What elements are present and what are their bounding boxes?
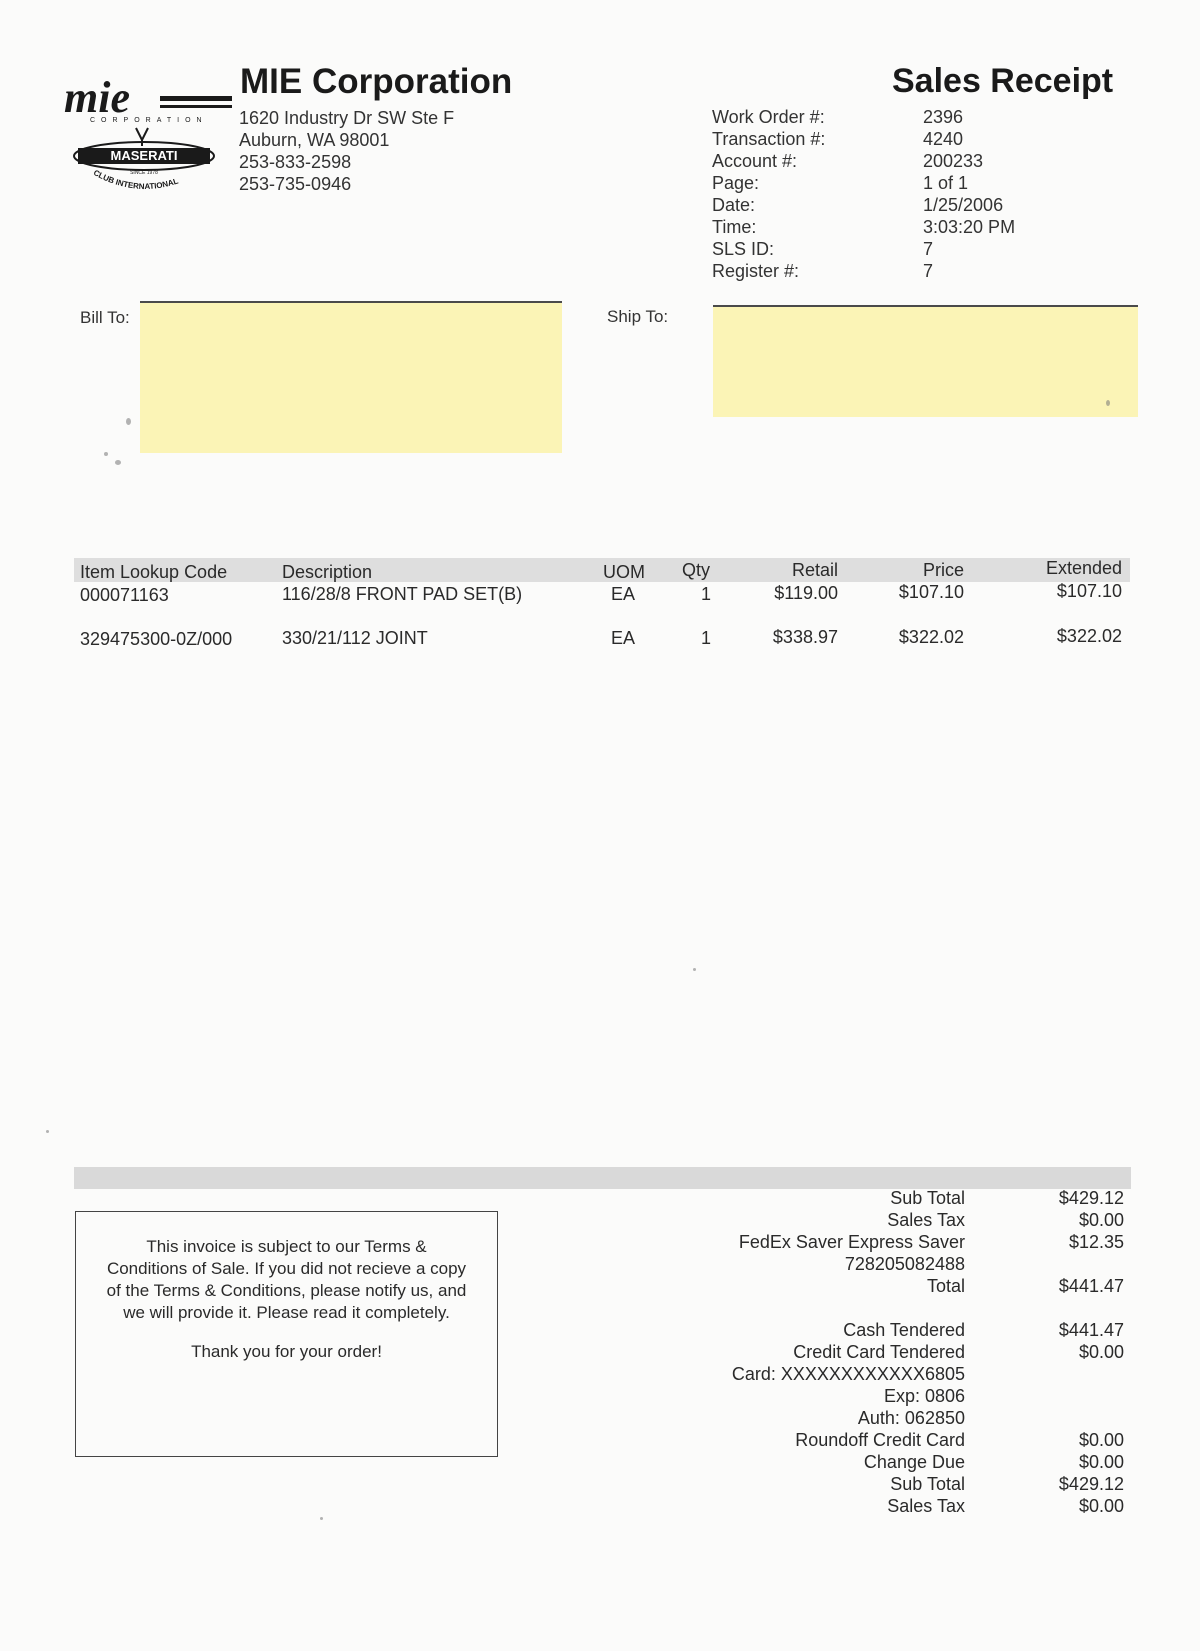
card-expiry: Exp: 0806 (883, 1386, 965, 1406)
table-cell-retail: $119.00 (774, 583, 838, 603)
meta-row: Work Order #: 2396 (712, 107, 964, 127)
scan-speck (115, 460, 121, 465)
totals-label: Sub Total (890, 1474, 965, 1494)
items-table-header-band (74, 558, 1130, 582)
totals-value: $12.35 (1068, 1232, 1124, 1252)
meta-row: Time: 3:03:20 PM (712, 217, 1016, 237)
table-cell-price: $107.10 (898, 582, 964, 602)
scan-speck (320, 1517, 323, 1520)
terms-text: This invoice is subject to our Terms & Conditions of Sale. If you did not recieve a copy of the Terms & Conditions, please notify us, and we will provide it. Please read it completely. (106, 1237, 467, 1322)
col-header-price: Price (922, 560, 964, 580)
table-cell-extended: $322.02 (1056, 626, 1122, 646)
table-cell-retail: $338.97 (772, 627, 838, 647)
totals-value: $429.12 (1058, 1188, 1124, 1208)
meta-row: Transaction #: 4240 (712, 129, 964, 149)
scan-speck (693, 968, 696, 971)
bill-to-redaction (140, 301, 562, 453)
col-header-qty: Qty (682, 560, 711, 580)
company-logo (64, 78, 234, 198)
meta-row: Account #: 200233 (712, 151, 984, 171)
address-line-2: Auburn, WA 98001 (239, 130, 390, 150)
totals-label: Total (926, 1276, 965, 1296)
ship-to-label: Ship To: (607, 307, 669, 326)
scan-speck (46, 1130, 49, 1133)
terms-box (75, 1211, 498, 1457)
scan-speck (1106, 400, 1110, 406)
thank-you-text: Thank you for your order! (191, 1342, 382, 1361)
meta-row: Page: 1 of 1 (712, 173, 969, 193)
meta-row: Register #: 7 (712, 261, 934, 281)
totals-value: $429.12 (1058, 1474, 1124, 1494)
meta-row: SLS ID: 7 (712, 239, 934, 259)
col-header-uom: UOM (603, 562, 645, 582)
table-cell-description: 116/28/8 FRONT PAD SET(B) (282, 584, 523, 604)
col-header-retail: Retail (791, 560, 838, 580)
svg-text:SINCE 1978: SINCE 1978 (130, 170, 158, 176)
totals-label: Sub Total (890, 1188, 965, 1208)
totals-value: $441.47 (1058, 1276, 1124, 1296)
logo-subtext: CORPORATION (90, 117, 208, 124)
ship-to-redaction (713, 305, 1138, 417)
table-cell-code: 000071163 (80, 585, 169, 605)
phone-1: 253-833-2598 (239, 152, 352, 172)
totals-label: Change Due (863, 1452, 965, 1472)
totals-value: $0.00 (1078, 1452, 1124, 1472)
card-auth: Auth: 062850 (857, 1408, 965, 1428)
col-header-extended: Extended (1045, 558, 1122, 578)
table-cell-uom: EA (611, 628, 636, 648)
logo-wordmark: mie (64, 78, 130, 122)
totals-label: Credit Card Tendered (793, 1342, 965, 1362)
totals-label: FedEx Saver Express Saver (738, 1232, 965, 1252)
company-name: MIE Corporation (240, 62, 513, 101)
totals-value: $0.00 (1078, 1430, 1124, 1450)
scan-speck (126, 418, 131, 425)
tracking-number: 728205082488 (844, 1254, 965, 1274)
totals-value: $0.00 (1078, 1210, 1124, 1230)
svg-text:CLUB INTERNATIONAL: CLUB INTERNATIONAL (91, 168, 180, 192)
scan-speck (104, 452, 108, 456)
totals-value: $0.00 (1078, 1342, 1124, 1362)
totals-label: Sales Tax (887, 1210, 965, 1230)
receipt-meta (712, 106, 1032, 282)
badge-text: MASERATI (110, 148, 178, 163)
table-cell-uom: EA (611, 584, 636, 604)
totals-label: Cash Tendered (843, 1320, 965, 1340)
table-cell-price: $322.02 (898, 627, 964, 647)
meta-row: Date: 1/25/2006 (712, 195, 1004, 215)
table-cell-code: 329475300-0Z/000 (80, 629, 233, 649)
bill-to-label: Bill To: (80, 308, 130, 327)
totals-label: Roundoff Credit Card (795, 1430, 965, 1450)
table-cell-qty: 1 (701, 628, 712, 648)
table-cell-extended: $107.10 (1056, 581, 1122, 601)
document-title: Sales Receipt (892, 62, 1114, 100)
totals-value: $0.00 (1078, 1496, 1124, 1516)
card-number: Card: XXXXXXXXXXXX6805 (731, 1364, 965, 1384)
totals-label: Sales Tax (887, 1496, 965, 1516)
col-header-description: Description (282, 562, 373, 582)
table-cell-qty: 1 (701, 584, 712, 604)
phone-2: 253-735-0946 (239, 174, 352, 194)
col-header-code: Item Lookup Code (80, 562, 228, 582)
totals-value: $441.47 (1058, 1320, 1124, 1340)
table-cell-description: 330/21/112 JOINT (282, 628, 428, 648)
mie-maserati-logo-icon (64, 78, 234, 198)
totals-header-band (74, 1167, 1131, 1189)
address-line-1: 1620 Industry Dr SW Ste F (239, 108, 455, 128)
